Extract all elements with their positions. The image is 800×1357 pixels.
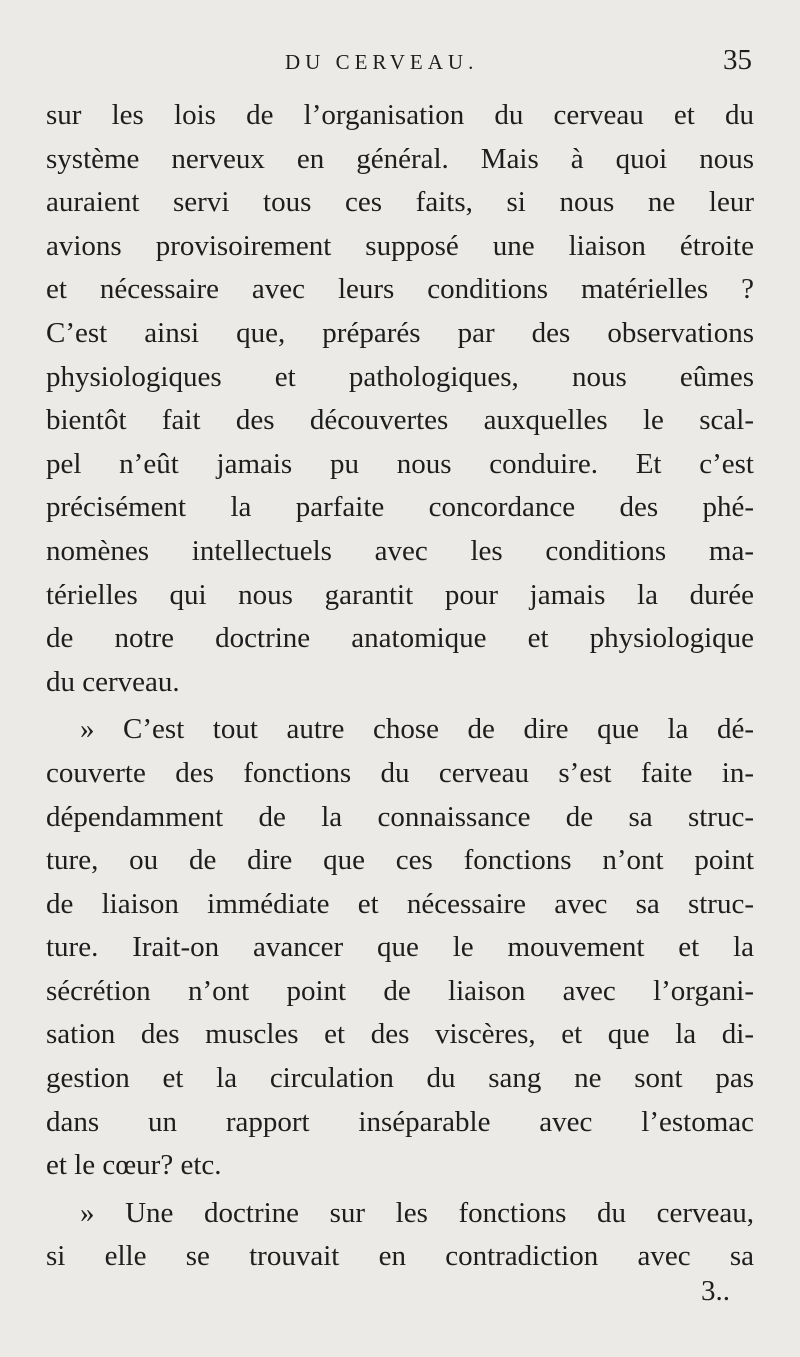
text-line: et nécessaire avec leurs conditions matérielles ? xyxy=(46,273,754,306)
signature-mark: 3.. xyxy=(701,1275,730,1307)
text-line: de liaison immédiate et nécessaire avec sa struc- xyxy=(46,887,754,920)
text-line: nomènes intellectuels avec les conditions ma- xyxy=(46,534,754,567)
paragraph-3 xyxy=(46,1192,754,1279)
text-line: si elle se trouvait en contradiction avec sa xyxy=(46,1240,754,1273)
text-line: dans un rapport inséparable avec l’estomac xyxy=(46,1105,754,1138)
text-line: sation des muscles et des viscères, et que la di- xyxy=(46,1018,754,1051)
body-text xyxy=(46,94,754,1279)
paragraph-1 xyxy=(46,94,754,704)
text-line: C’est ainsi que, préparés par des observations xyxy=(46,316,754,349)
text-line: physiologiques et pathologiques, nous eûmes xyxy=(46,360,754,393)
text-line: gestion et la circulation du sang ne sont pas xyxy=(46,1062,754,1095)
text-line: bientôt fait des découvertes auxquelles le scal- xyxy=(46,404,754,437)
text-line: » C’est tout autre chose de dire que la dé- xyxy=(80,713,754,746)
text-line: » Une doctrine sur les fonctions du cerveau, xyxy=(80,1196,754,1229)
running-head-title: DU CERVEAU. xyxy=(285,50,479,74)
text-line: sur les lois de l’organisation du cerveau et du xyxy=(46,99,754,131)
page-number: 35 xyxy=(723,44,752,76)
text-line: térielles qui nous garantit pour jamais la durée xyxy=(46,578,754,611)
text-line: système nerveux en général. Mais à quoi nous xyxy=(46,142,754,175)
text-line: sécrétion n’ont point de liaison avec l’organi- xyxy=(46,974,754,1007)
text-line: ture. Irait-on avancer que le mouvement et la xyxy=(46,931,754,964)
text-line: de notre doctrine anatomique et physiologique xyxy=(46,622,754,655)
text-line: précisément la parfaite concordance des phé- xyxy=(46,491,754,524)
text-line: couverte des fonctions du cerveau s’est faite in- xyxy=(46,756,754,789)
text-line: pel n’eût jamais pu nous conduire. Et c’est xyxy=(46,447,754,480)
text-line: avions provisoirement supposé une liaison étroite xyxy=(46,229,754,262)
paragraph-2 xyxy=(46,708,754,1188)
text-line: auraient servi tous ces faits, si nous ne leur xyxy=(46,186,754,219)
text-line: ture, ou de dire que ces fonctions n’ont point xyxy=(46,844,754,877)
text-line: et le cœur? etc. xyxy=(46,1149,222,1182)
running-head xyxy=(0,44,800,84)
text-line: dépendamment de la connaissance de sa struc- xyxy=(46,800,754,833)
text-line: du cerveau. xyxy=(46,665,180,698)
